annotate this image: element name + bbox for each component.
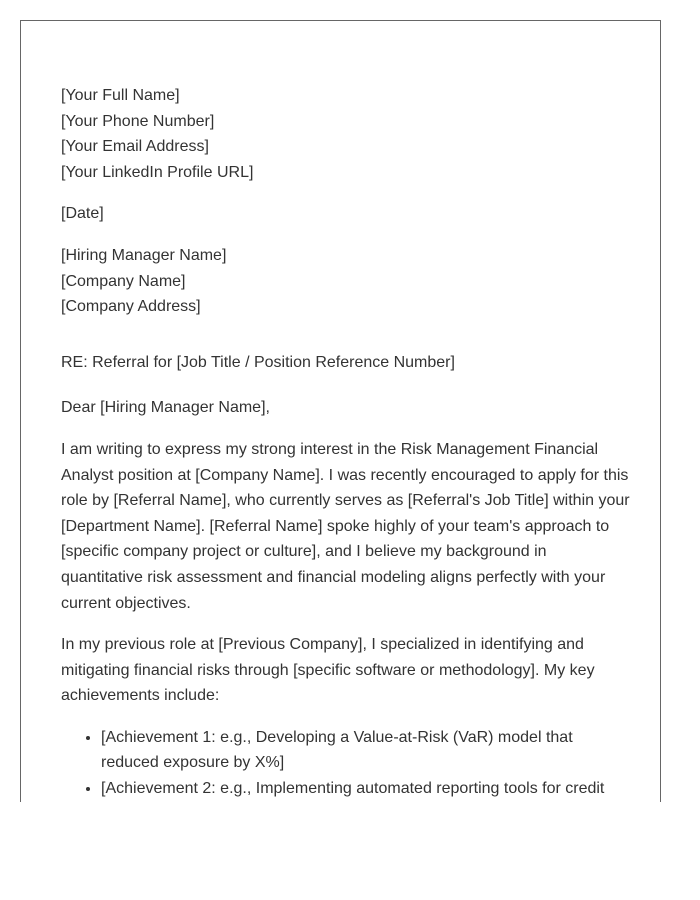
sender-email: [Your Email Address] [61, 138, 209, 156]
sender-full-name: [Your Full Name] [61, 87, 180, 104]
recipient-address: [Company Address] [61, 298, 201, 316]
date-block [61, 201, 631, 227]
recipient-company: [Company Name] [61, 272, 186, 290]
subject-line [61, 350, 631, 376]
body-paragraph-1: I am writing to express my strong interest in the Risk Management Financial Analyst position at [Company Name]. I was recently encouraged to apply for this role by [Referral Name], who currently serves as [Referral's Job Title] within your [Department Name]. [Referral Name] spoke highly of your team's approach to [specific company project or culture], and I believe my background in quantitative risk assessment and financial modeling aligns perfectly with your current objectives. [61, 440, 630, 612]
sender-linkedin: [Your LinkedIn Profile URL] [61, 163, 254, 181]
sender-block [61, 83, 631, 185]
sender-phone: [Your Phone Number] [61, 112, 215, 130]
achievement-item-2: • [Achievement 2: e.g., Implementing automated reporting tools for credit [101, 776, 631, 802]
achievements-list [61, 725, 631, 802]
letter-page [20, 20, 661, 802]
salutation-text: Dear [Hiring Manager Name], [61, 399, 270, 417]
recipient-manager: [Hiring Manager Name] [61, 246, 227, 264]
achievement-item-1: • [Achievement 1: e.g., Developing a Value-at-Risk (VaR) model that reduced exposure by X%] [101, 725, 631, 776]
letter-content [61, 83, 631, 802]
letter-date: [Date] [61, 205, 104, 223]
recipient-block [61, 243, 631, 320]
salutation [61, 395, 631, 421]
body-paragraph-2: In my previous role at [Previous Company], I specialized in identifying and mitigating financial risks through [specific software or methodology]. My key achievements include: [61, 636, 595, 705]
subject-text: RE: Referral for [Job Title / Position Reference Number] [61, 353, 455, 371]
